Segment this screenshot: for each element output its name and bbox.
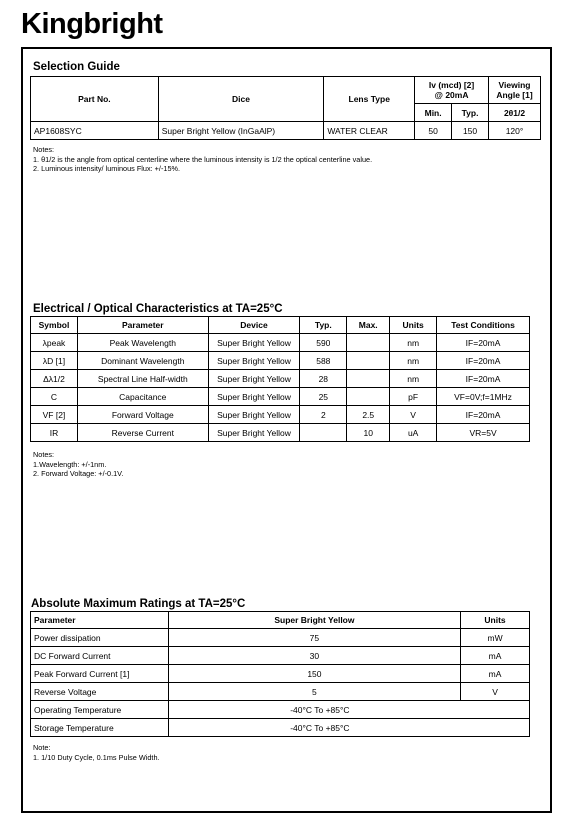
header-symbol: Symbol: [31, 317, 78, 334]
table-row: [31, 424, 530, 442]
cell-parameter: Spectral Line Half-width: [77, 370, 208, 388]
table-row: [31, 683, 530, 701]
brand-logo: Kingbright: [21, 8, 163, 40]
cell-value: 5: [168, 683, 460, 701]
cell-parameter: DC Forward Current: [31, 647, 169, 665]
cell-min: 50: [415, 122, 452, 140]
cell-max: 10: [347, 424, 390, 442]
cell-max: 2.5: [347, 406, 390, 424]
cell-units: nm: [390, 370, 437, 388]
cell-parameter: Power dissipation: [31, 629, 169, 647]
selection-guide-notes: [33, 145, 372, 174]
table-row: [31, 719, 530, 737]
table-row: [31, 406, 530, 424]
header-test-conditions: Test Conditions: [437, 317, 530, 334]
cell-max: [347, 352, 390, 370]
cell-symbol: Δλ1/2: [31, 370, 78, 388]
cell-units: pF: [390, 388, 437, 406]
cell-symbol: IR: [31, 424, 78, 442]
header-iv: [415, 77, 489, 104]
header-part-no: Part No.: [31, 77, 159, 122]
cell-device: Super Bright Yellow: [208, 352, 300, 370]
cell-value: -40°C To +85°C: [168, 701, 529, 719]
note-line: 1. θ1/2 is the angle from optical centerline where the luminous intensity is 1/2 the optical centerline value.: [33, 154, 373, 164]
cell-parameter: Forward Voltage: [77, 406, 208, 424]
cell-parameter: Peak Wavelength: [77, 334, 208, 352]
cell-max: [347, 370, 390, 388]
cell-max: [347, 388, 390, 406]
cell-value: -40°C To +85°C: [168, 719, 529, 737]
cell-max: [347, 334, 390, 352]
cell-symbol: λD [1]: [31, 352, 78, 370]
header-typ: Typ.: [452, 104, 489, 122]
cell-typ: 150: [452, 122, 489, 140]
electrical-table: [30, 316, 530, 442]
table-row: [31, 388, 530, 406]
cell-symbol: C: [31, 388, 78, 406]
note-line: 1.Wavelength: +/-1nm.: [33, 459, 107, 469]
cell-test-condition: IF=20mA: [437, 334, 530, 352]
cell-dice: Super Bright Yellow (InGaAlP): [158, 122, 324, 140]
cell-device: Super Bright Yellow: [208, 406, 300, 424]
cell-test-condition: VR=5V: [437, 424, 530, 442]
header-device: Device: [208, 317, 300, 334]
note-line: 1. 1/10 Duty Cycle, 0.1ms Pulse Width.: [33, 752, 160, 762]
cell-units: nm: [390, 352, 437, 370]
table-row: [31, 701, 530, 719]
cell-units: mW: [461, 629, 530, 647]
header-iv-line1: Iv (mcd) [2]: [428, 80, 475, 90]
table-row: [31, 334, 530, 352]
table-row: [31, 352, 530, 370]
header-viewing-line1: Viewing: [498, 80, 531, 90]
header-dice: Dice: [158, 77, 324, 122]
cell-typ: 28: [300, 370, 347, 388]
note-line: 2. Luminous intensity/ luminous Flux: +/-15%.: [33, 164, 181, 173]
note-line: 2. Forward Voltage: +/-0.1V.: [33, 469, 124, 478]
cell-typ: 2: [300, 406, 347, 424]
cell-typ: [300, 424, 347, 442]
cell-value: 150: [168, 665, 460, 683]
cell-device: Super Bright Yellow: [208, 370, 300, 388]
header-parameter: Parameter: [31, 612, 169, 629]
cell-device: Super Bright Yellow: [208, 424, 300, 442]
header-lens-type: Lens Type: [324, 77, 415, 122]
absolute-ratings-notes: [33, 743, 160, 762]
cell-test-condition: VF=0V;f=1MHz: [437, 388, 530, 406]
header-theta: 2θ1/2: [489, 104, 541, 122]
header-parameter: Parameter: [77, 317, 208, 334]
cell-parameter: Reverse Current: [77, 424, 208, 442]
header-units: Units: [461, 612, 530, 629]
cell-value: 75: [168, 629, 460, 647]
header-device: Super Bright Yellow: [168, 612, 460, 629]
header-iv-line2: @ 20mA: [434, 90, 469, 100]
header-max: Max.: [347, 317, 390, 334]
note-line: Notes:: [33, 450, 55, 459]
cell-units: V: [390, 406, 437, 424]
cell-symbol: λpeak: [31, 334, 78, 352]
cell-angle: 120°: [489, 122, 541, 140]
cell-device: Super Bright Yellow: [208, 334, 300, 352]
cell-test-condition: IF=20mA: [437, 370, 530, 388]
absolute-ratings-title: Absolute Maximum Ratings at TA=25°C: [31, 598, 246, 610]
cell-parameter: Operating Temperature: [31, 701, 169, 719]
cell-lens-type: WATER CLEAR: [324, 122, 415, 140]
table-row: [31, 665, 530, 683]
cell-typ: 25: [300, 388, 347, 406]
cell-units: nm: [390, 334, 437, 352]
header-units: Units: [390, 317, 437, 334]
cell-value: 30: [168, 647, 460, 665]
header-typ: Typ.: [300, 317, 347, 334]
table-row: [31, 370, 530, 388]
cell-test-condition: IF=20mA: [437, 406, 530, 424]
table-row: [31, 629, 530, 647]
cell-parameter: Capacitance: [77, 388, 208, 406]
cell-typ: 590: [300, 334, 347, 352]
electrical-title: Electrical / Optical Characteristics at TA=25°C: [33, 303, 283, 315]
selection-guide-table: [30, 76, 541, 140]
cell-parameter: Peak Forward Current [1]: [31, 665, 169, 683]
note-line: Notes:: [33, 145, 55, 154]
selection-guide-title: Selection Guide: [33, 61, 120, 73]
absolute-ratings-table: [30, 611, 530, 737]
cell-parameter: Dominant Wavelength: [77, 352, 208, 370]
cell-test-condition: IF=20mA: [437, 352, 530, 370]
table-row: [31, 122, 541, 140]
header-viewing-line2: Angle [1]: [496, 90, 533, 100]
cell-typ: 588: [300, 352, 347, 370]
cell-parameter: Reverse Voltage: [31, 683, 169, 701]
cell-units: mA: [461, 665, 530, 683]
header-viewing-angle: [489, 77, 541, 104]
note-line: Note:: [33, 743, 51, 752]
cell-symbol: VF [2]: [31, 406, 78, 424]
cell-units: V: [461, 683, 530, 701]
cell-units: uA: [390, 424, 437, 442]
cell-parameter: Storage Temperature: [31, 719, 169, 737]
cell-part-no: AP1608SYC: [31, 122, 159, 140]
table-row: [31, 647, 530, 665]
electrical-notes: [33, 450, 123, 479]
header-min: Min.: [415, 104, 452, 122]
cell-device: Super Bright Yellow: [208, 388, 300, 406]
cell-units: mA: [461, 647, 530, 665]
